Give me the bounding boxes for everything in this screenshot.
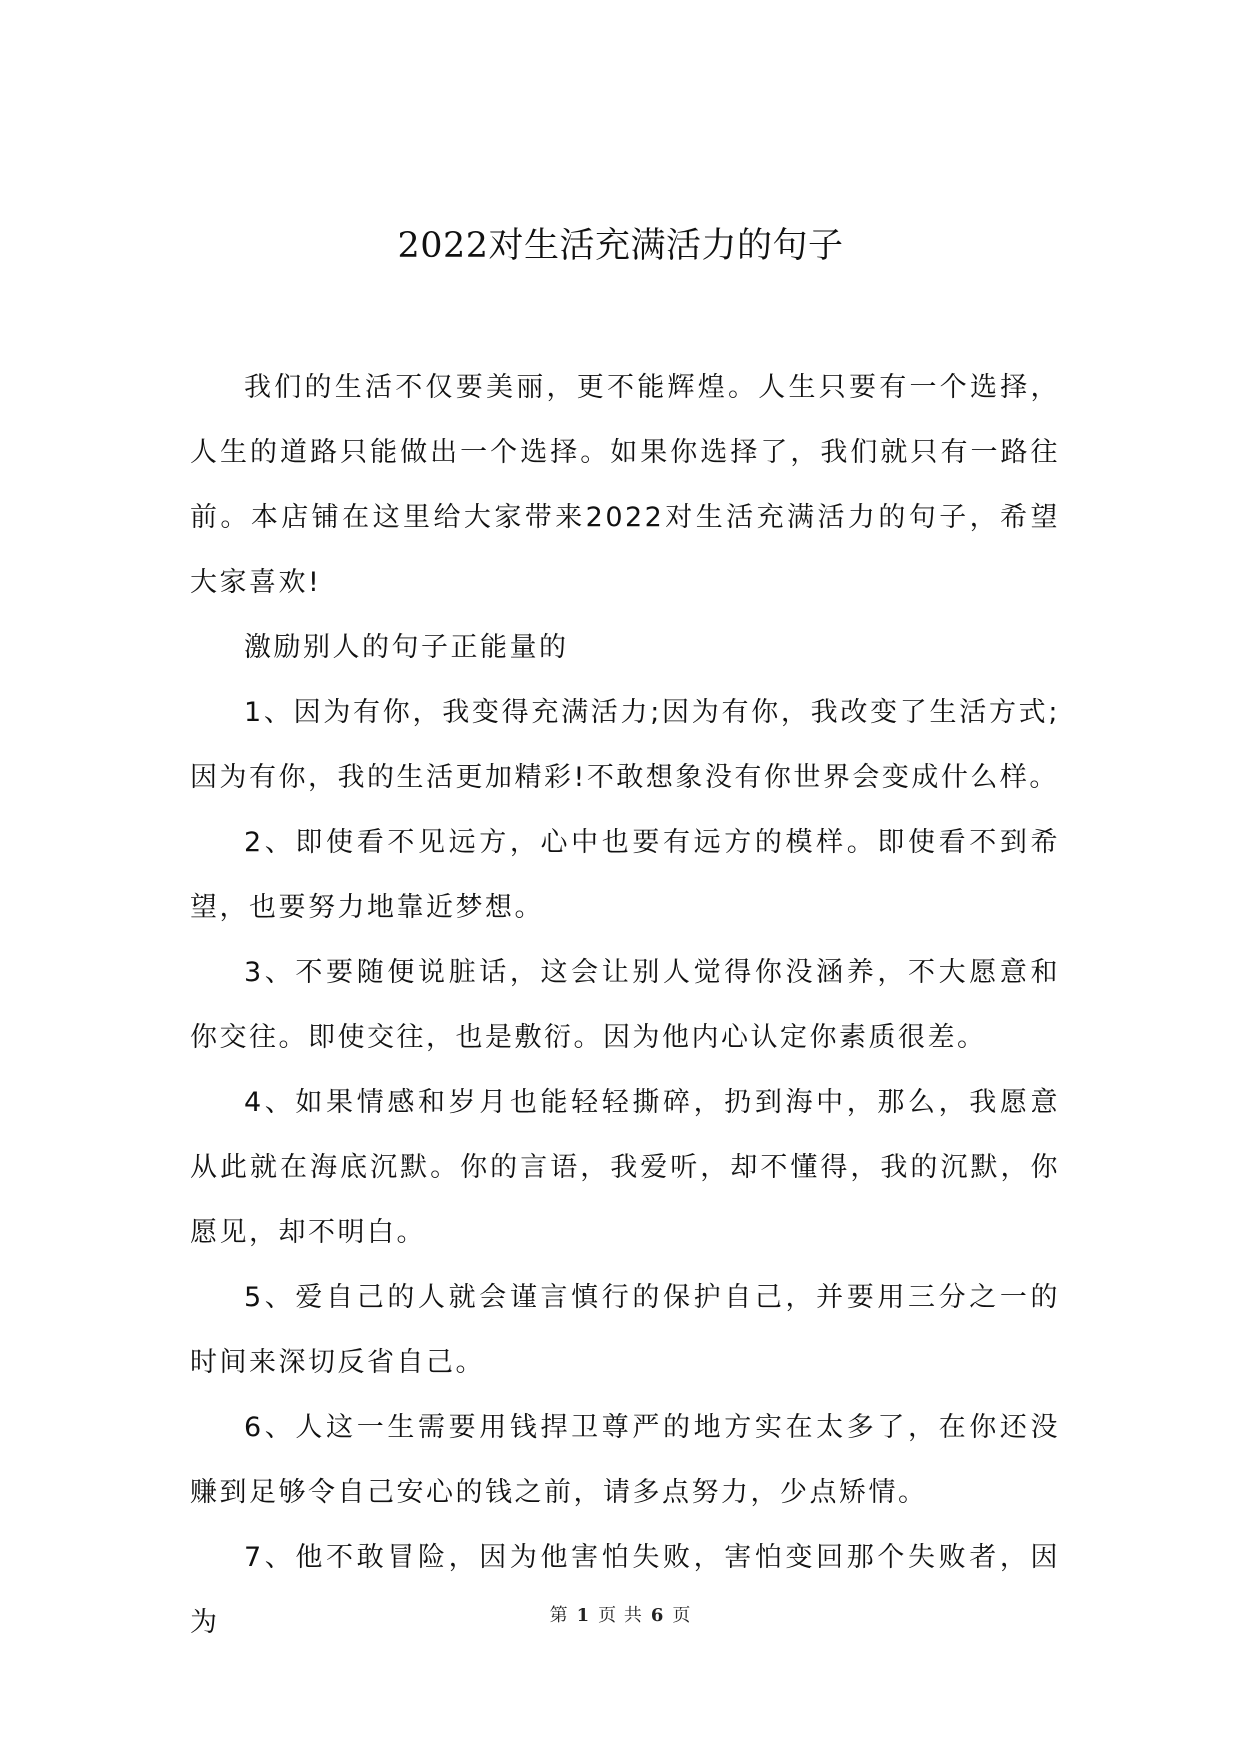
section-heading: 激励别人的句子正能量的 [244,632,569,663]
list-item-6: 6、人这一生需要用钱捍卫尊严的地方实在太多了，在你还没赚到足够令自己安心的钱之前，请多点努力，少点矫情。 [190,1412,1060,1508]
list-item-7: 7、他不敢冒险，因为他害怕失败，害怕变回那个失败者，因为 [190,1542,1060,1638]
footer-suffix: 页 [672,1605,692,1626]
list-item-1: 1、因为有你，我变得充满活力;因为有你，我改变了生活方式;因为有你，我的生活更加精彩!不敢想象没有你世界会变成什么样。 [190,697,1060,793]
list-item-4: 4、如果情感和岁月也能轻轻撕碎，扔到海中，那么，我愿意从此就在海底沉默。你的言语，我爱听，却不懂得，我的沉默，你愿见，却不明白。 [190,1087,1060,1248]
intro-paragraph: 我们的生活不仅要美丽，更不能辉煌。人生只要有一个选择，人生的道路只能做出一个选择。如果你选择了，我们就只有一路往前。本店铺在这里给大家带来2022对生活充满活力的句子，希望大家喜欢! [190,372,1060,598]
document-title: 2022对生活充满活力的句子 [397,226,844,266]
footer-page-number: 1 [576,1605,591,1626]
list-item-2: 2、即使看不见远方，心中也要有远方的模样。即使看不到希望，也要努力地靠近梦想。 [190,827,1060,923]
footer-total-pages: 6 [650,1605,665,1626]
footer-middle: 页 共 [598,1605,643,1626]
page-footer [0,1601,1241,1627]
list-item-3: 3、不要随便说脏话，这会让别人觉得你没涵养，不大愿意和你交往。即使交往，也是敷衍。因为他内心认定你素质很差。 [190,957,1060,1053]
document-body [190,355,1060,1655]
footer-prefix: 第 [549,1605,569,1626]
list-item-5: 5、爱自己的人就会谨言慎行的保护自己，并要用三分之一的时间来深切反省自己。 [190,1282,1060,1378]
